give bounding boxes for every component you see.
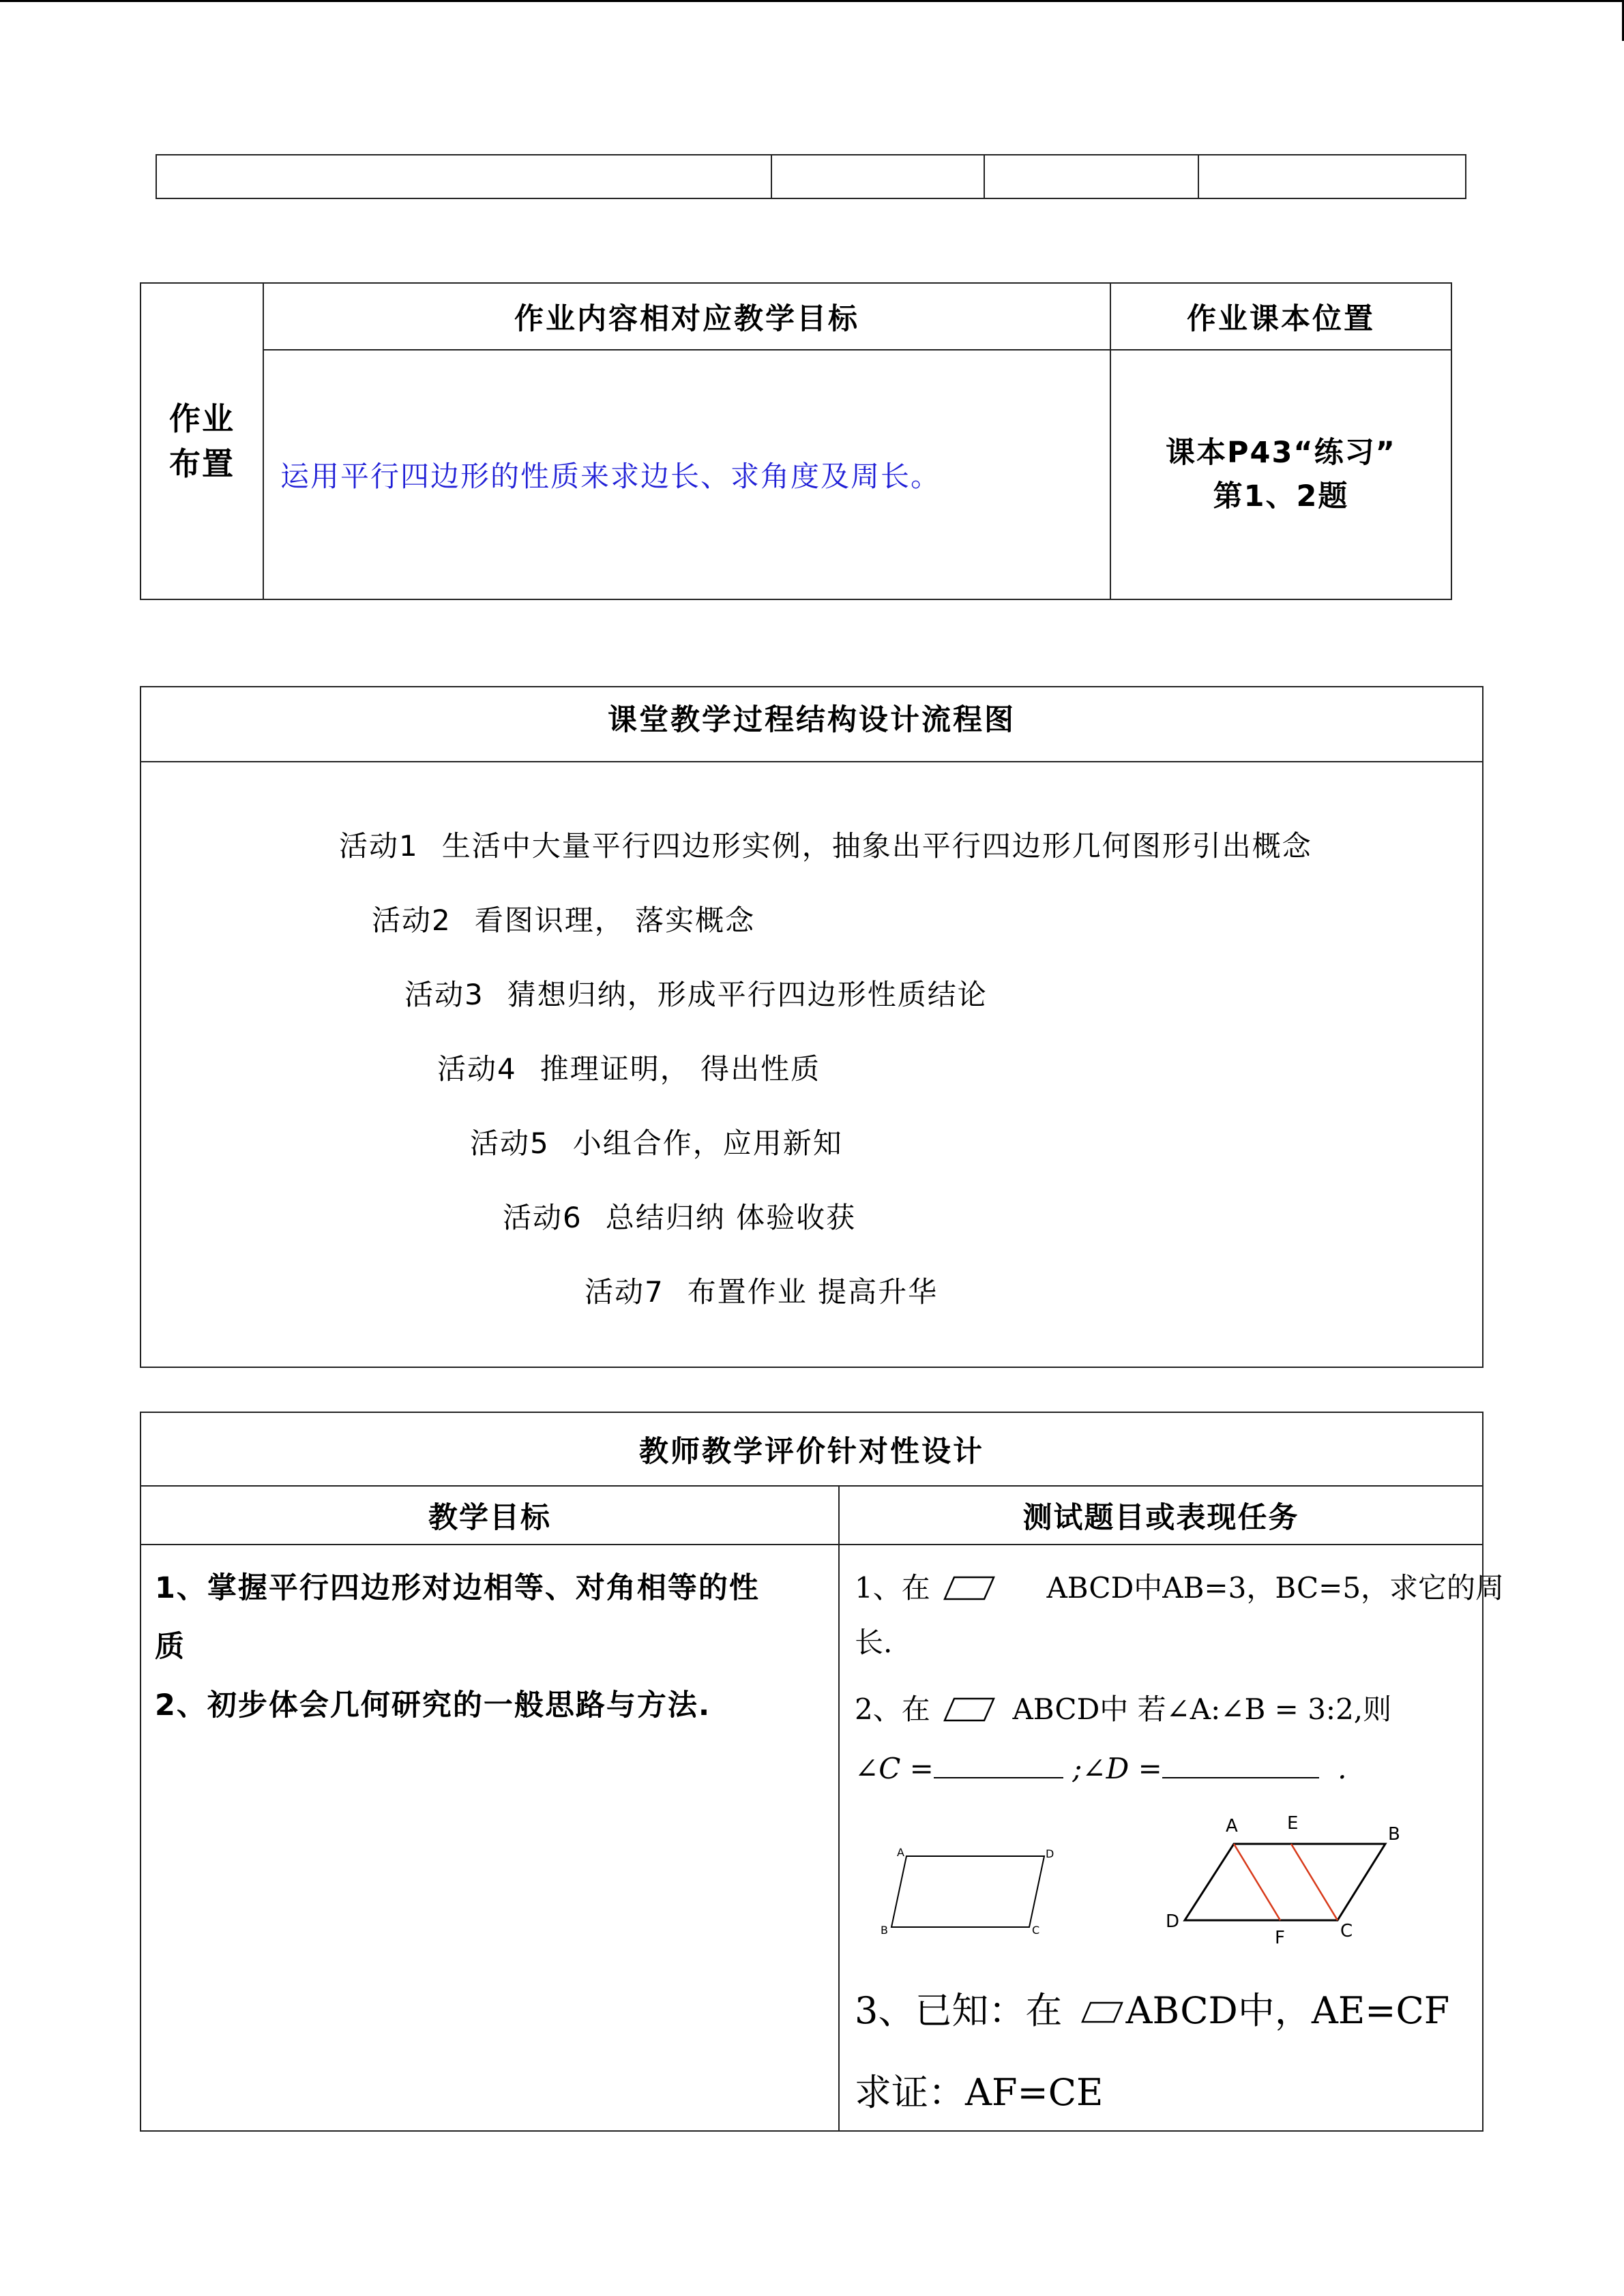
position-line2: 第1、2题 — [1213, 479, 1349, 513]
question-2-blanks — [855, 1750, 1347, 1785]
homework-table — [140, 282, 1452, 600]
side-label-line1: 作业 — [169, 400, 235, 437]
fig1-label-c: C — [1032, 1924, 1040, 1937]
q1-text: ABCD中AB=3，BC=5，求它的周 — [1046, 1571, 1505, 1605]
fig2-label-b: B — [1388, 1824, 1400, 1845]
q3-prefix: 3、已知：在 — [855, 1989, 1063, 2032]
parallelogram-symbol-icon — [1080, 2000, 1125, 2025]
activity-number: 活动3 — [404, 978, 484, 1011]
activity-number: 活动2 — [372, 904, 452, 937]
activity-text: 猜想归纳，形成平行四边形性质结论 — [507, 978, 988, 1011]
activity-text: 生活中大量平行四边形实例，抽象出平行四边形几何图形引出概念 — [441, 829, 1312, 863]
activity-2 — [372, 898, 755, 939]
q2-text: ABCD中 若∠A:∠B = 3:2,则 — [1012, 1693, 1392, 1726]
task-column-header: 测试题目或表现任务 — [839, 1486, 1483, 1545]
fig2-label-f: F — [1275, 1928, 1285, 1948]
fig2-label-e: E — [1287, 1813, 1299, 1834]
question-1-cont: 长. — [855, 1626, 893, 1659]
goal-column-header: 教学目标 — [141, 1486, 839, 1545]
tasks-cell — [839, 1545, 1505, 2131]
evaluation-table — [140, 1412, 1505, 2132]
side-label-line2: 布置 — [169, 445, 235, 482]
goal-2: 2、初步体会几何研究的一般思路与方法. — [155, 1688, 711, 1723]
empty-header-table — [156, 154, 1466, 199]
activity-text: 小组合作，应用新知 — [572, 1127, 843, 1160]
position-line1: 课本P43“练习” — [1166, 436, 1396, 470]
q2-end: . — [1338, 1752, 1347, 1785]
activity-3 — [404, 972, 988, 1013]
q2-angle-d: ;∠D = — [1072, 1752, 1162, 1785]
fig1-label-a: A — [897, 1846, 904, 1859]
fig2-label-d: D — [1166, 1911, 1180, 1932]
parallelogram-figure-1 — [881, 1832, 1058, 1941]
goal-1-line1: 1、掌握平行四边形对边相等、对角相等的性 — [155, 1571, 760, 1605]
activity-number: 活动7 — [585, 1275, 664, 1309]
q2-angle-c: ∠C = — [855, 1752, 934, 1785]
activity-text: 总结归纳 体验收获 — [605, 1201, 857, 1234]
homework-content: 运用平行四边形的性质来求边长、求角度及周长。 — [263, 350, 1110, 599]
parallelogram-figure-2 — [1160, 1791, 1406, 1954]
activity-4 — [437, 1047, 821, 1088]
flowchart-box — [140, 686, 1483, 1368]
activity-number: 活动5 — [470, 1127, 550, 1160]
question-3-prove: 求证：AF=CE — [855, 2071, 1104, 2114]
fig2-label-a: A — [1226, 1816, 1238, 1836]
homework-position — [1110, 350, 1451, 599]
question-2 — [855, 1687, 1391, 1728]
fig1-label-d: D — [1046, 1847, 1054, 1860]
flowchart-title: 课堂教学过程结构设计流程图 — [141, 687, 1482, 762]
q2-prefix: 2、在 — [855, 1693, 930, 1726]
activity-number: 活动4 — [437, 1052, 517, 1086]
parallelogram-symbol-icon — [942, 1575, 996, 1602]
activity-text: 推理证明， 得出性质 — [540, 1052, 821, 1086]
fig2-label-c: C — [1340, 1921, 1353, 1941]
question-1 — [855, 1566, 1504, 1607]
empty-cell — [156, 155, 771, 198]
activity-1 — [339, 824, 1312, 865]
activity-text: 布置作业 提高升华 — [687, 1275, 939, 1309]
parallelogram-symbol-icon — [942, 1696, 996, 1723]
homework-content-header: 作业内容相对应教学目标 — [263, 283, 1110, 350]
homework-position-header: 作业课本位置 — [1110, 283, 1451, 350]
answer-blank-c[interactable] — [934, 1750, 1063, 1778]
goal-1-line2: 质 — [155, 1630, 186, 1664]
activity-number: 活动6 — [503, 1201, 582, 1234]
activity-number: 活动1 — [339, 829, 419, 863]
answer-blank-d[interactable] — [1162, 1750, 1319, 1778]
page-top-border — [0, 0, 1624, 2]
activity-5 — [470, 1121, 843, 1162]
q3-text: ABCD中，AE=CF — [1125, 1989, 1450, 2032]
empty-cell — [1198, 155, 1466, 198]
empty-cell — [984, 155, 1198, 198]
activity-text: 看图识理， 落实概念 — [474, 904, 756, 937]
activity-7 — [585, 1270, 938, 1311]
question-3 — [855, 1982, 1449, 2034]
activity-6 — [503, 1195, 856, 1236]
goals-cell — [141, 1545, 839, 2131]
empty-cell — [771, 155, 984, 198]
q1-prefix: 1、在 — [855, 1571, 930, 1605]
evaluation-title: 教师教学评价针对性设计 — [141, 1412, 1483, 1486]
fig1-label-b: B — [881, 1924, 888, 1937]
homework-side-label — [141, 283, 263, 599]
